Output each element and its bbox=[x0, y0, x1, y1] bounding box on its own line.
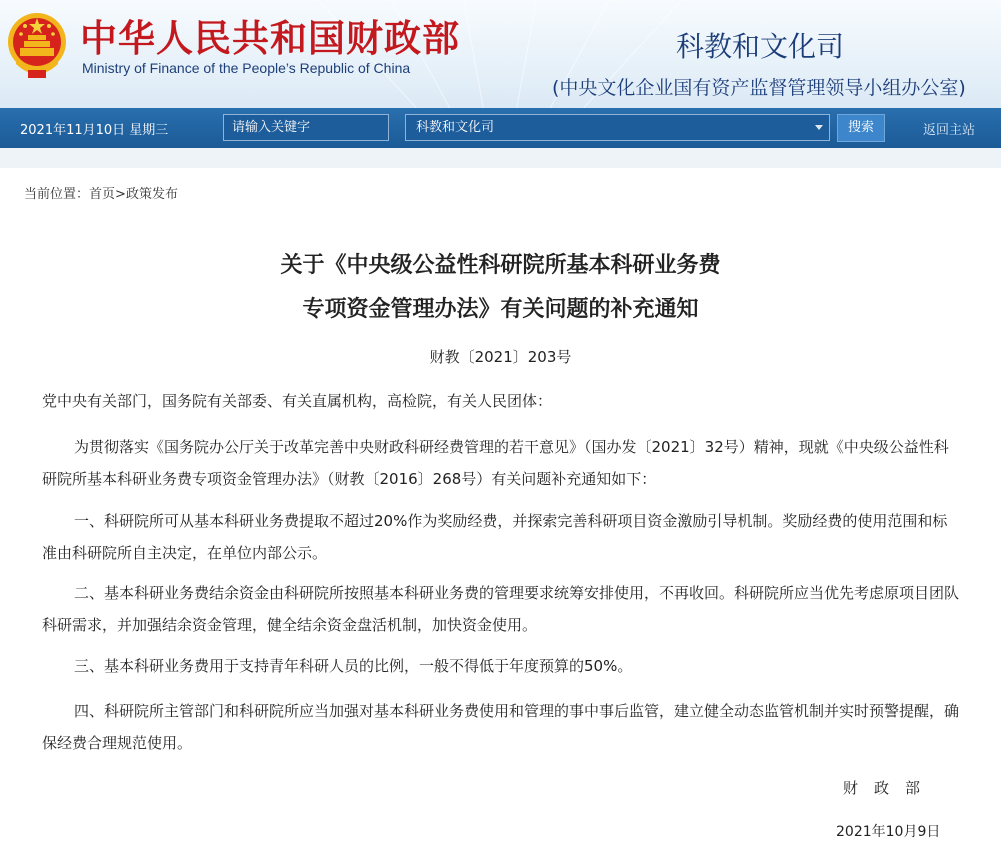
chevron-down-icon[interactable] bbox=[815, 125, 823, 130]
article-paragraph: 为贯彻落实《国务院办公厅关于改革完善中央财政科研经费管理的若干意见》（国办发〔2021〕32号）精神，现就《中央级公益性科研院所基本科研业务费专项资金管理办法》（财教〔2016〕268号）有关问题补充通知如下： bbox=[42, 438, 949, 488]
search-scope-value: 科教和文化司 bbox=[416, 120, 495, 135]
ministry-name-cn[interactable]: 中华人民共和国财政部 bbox=[80, 17, 460, 60]
department-name: 科教和文化司 bbox=[676, 30, 845, 63]
signature-date: 2021年10月9日 bbox=[836, 824, 941, 840]
national-emblem-icon[interactable] bbox=[6, 8, 68, 82]
search-input[interactable]: 请输入关键字 bbox=[223, 114, 389, 141]
article-paragraph: 四、科研院所主管部门和科研院所应当加强对基本科研业务费使用和管理的事中事后监管，建立健全动态监管机制并实时预警提醒，确保经费合理规范使用。 bbox=[42, 702, 960, 752]
search-scope-select[interactable] bbox=[405, 114, 830, 141]
article-paragraph: 一、科研院所可从基本科研业务费提取不超过20%作为奖励经费，并探索完善科研项目资金激励引导机制。奖励经费的使用范围和标准由科研院所自主决定，在单位内部公示。 bbox=[42, 512, 948, 562]
breadcrumb bbox=[24, 183, 178, 202]
salutation: 党中央有关部门，国务院有关部委、有关直属机构，高检院，有关人民团体： bbox=[42, 392, 553, 410]
breadcrumb-label: 当前位置： bbox=[24, 187, 90, 202]
site-header bbox=[0, 0, 1001, 108]
article-title-line2: 专项资金管理办法》有关问题的补充通知 bbox=[302, 297, 699, 322]
breadcrumb-separator: > bbox=[115, 187, 126, 202]
article-paragraph: 三、基本科研业务费用于支持青年科研人员的比例，一般不得低于年度预算的50%。 bbox=[74, 657, 633, 675]
nav-bar bbox=[0, 108, 1001, 148]
signature: 财政部 bbox=[843, 779, 937, 797]
breadcrumb-home-link[interactable]: 首页 bbox=[89, 187, 116, 202]
breadcrumb-current-link[interactable]: 政策发布 bbox=[125, 187, 178, 202]
article-paragraph: 二、基本科研业务费结余资金由科研院所按照基本科研业务费的管理要求统筹安排使用，不再收回。科研院所应当优先考虑原项目团队科研需求，并加强结余资金管理，健全结余资金盘活机制，加快资金使用。 bbox=[42, 584, 960, 634]
department-subtitle: (中央文化企业国有资产监督管理领导小组办公室) bbox=[552, 77, 966, 99]
ministry-name-en[interactable]: Ministry of Finance of the People’s Republic of China bbox=[82, 60, 411, 76]
return-home-link[interactable]: 返回主站 bbox=[923, 123, 976, 138]
article-title-line1: 关于《中央级公益性科研院所基本科研业务费 bbox=[280, 253, 721, 278]
search-button[interactable]: 搜索 bbox=[837, 114, 885, 142]
breadcrumb-strip bbox=[0, 148, 1001, 168]
current-date: 2021年11月10日 星期三 bbox=[20, 123, 169, 138]
document-number: 财教〔2021〕203号 bbox=[429, 348, 572, 366]
